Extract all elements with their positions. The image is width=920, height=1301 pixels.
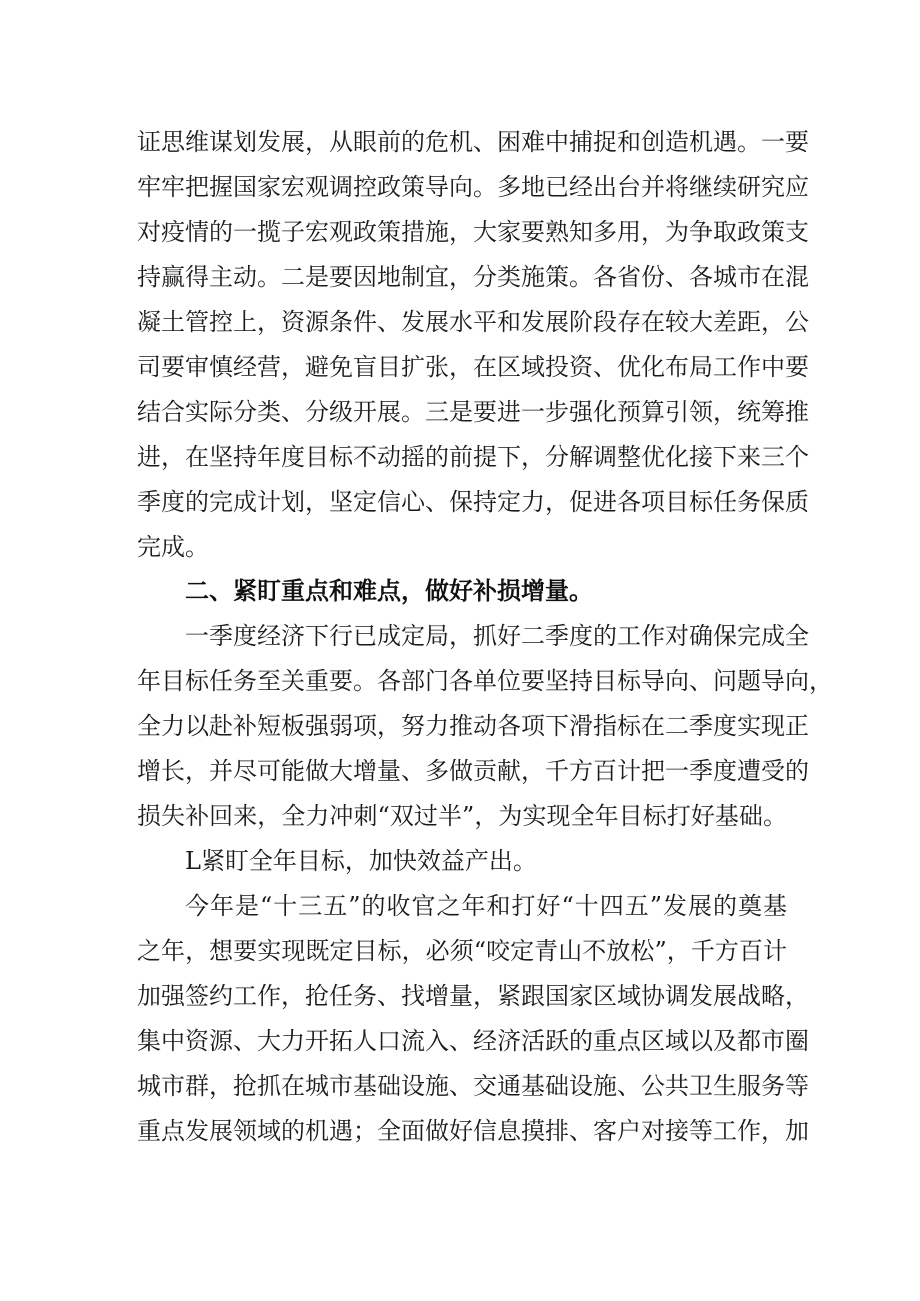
paragraph-2-line: 全力以赴补短板强弱项，努力推动各项下滑指标在二季度实现正 xyxy=(137,712,809,740)
paragraph-2-line: 年目标任务至关重要。各部门各单位要坚持目标导向、问题导向， xyxy=(137,667,833,695)
paragraph-1-line: 结合实际分类、分级开展。三是要进一步强化预算引领，统筹推 xyxy=(137,398,809,426)
paragraph-3-line: 之年，想要实现既定目标，必须“咬定青山不放松”，千方百计 xyxy=(137,937,787,965)
paragraph-3-line: 今年是“十三五”的收官之年和打好“十四五”发展的奠基 xyxy=(185,892,787,920)
paragraph-1-line: 进，在坚持年度目标不动摇的前提下，分解调整优化接下来三个 xyxy=(137,443,809,471)
paragraph-3-line: 城市群，抢抓在城市基础设施、交通基础设施、公共卫生服务等 xyxy=(137,1072,809,1100)
paragraph-1-line: 季度的完成计划，坚定信心、保持定力，促进各项目标任务保质 xyxy=(137,488,809,516)
paragraph-1-line: 完成。 xyxy=(137,533,209,561)
paragraph-2-line: 损失补回来，全力冲刺“双过半”，为实现全年目标打好基础。 xyxy=(137,802,787,830)
paragraph-1-line: 持赢得主动。二是要因地制宜，分类施策。各省份、各城市在混 xyxy=(137,263,809,291)
paragraph-1-line: 牢牢把握国家宏观调控政策导向。多地已经出台并将继续研究应 xyxy=(137,173,809,201)
paragraph-1-line: 证思维谋划发展，从眼前的危机、困难中捕捉和创造机遇。一要 xyxy=(137,128,809,156)
section-heading: 二、紧盯重点和难点，做好补损增量。 xyxy=(185,577,593,605)
paragraph-2-line: 增长，并尽可能做大增量、多做贡献，千方百计把一季度遭受的 xyxy=(137,757,809,785)
paragraph-3-line: 加强签约工作，抢任务、找增量，紧跟国家区域协调发展战略， xyxy=(137,982,809,1010)
paragraph-1-line: 对疫情的一揽子宏观政策措施，大家要熟知多用，为争取政策支 xyxy=(137,218,809,246)
subsection-heading: L紧盯全年目标，加快效益产出。 xyxy=(185,847,537,875)
paragraph-2-line: 一季度经济下行已成定局，抓好二季度的工作对确保完成全 xyxy=(185,622,809,650)
paragraph-1-line: 司要审慎经营，避免盲目扩张，在区域投资、优化布局工作中要 xyxy=(137,353,809,381)
paragraph-3-line: 集中资源、大力开拓人口流入、经济活跃的重点区域以及都市圈 xyxy=(137,1027,809,1055)
paragraph-1-line: 凝土管控上，资源条件、发展水平和发展阶段存在较大差距，公 xyxy=(137,308,809,336)
paragraph-3-line: 重点发展领域的机遇；全面做好信息摸排、客户对接等工作，加 xyxy=(137,1117,809,1145)
